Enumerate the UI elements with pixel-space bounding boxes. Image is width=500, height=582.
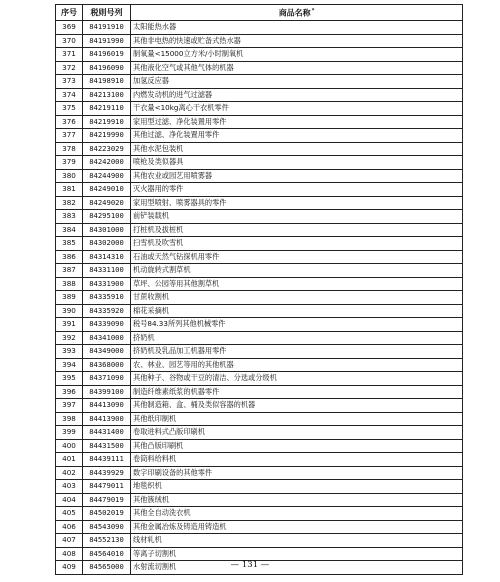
row-seq: 394 (56, 358, 83, 372)
row-code: 84219910 (83, 115, 131, 129)
row-code: 84371090 (83, 372, 131, 386)
table-row (56, 264, 463, 278)
table-row (56, 453, 463, 467)
table-row (56, 426, 463, 440)
row-name: 其他农业或园艺用喷雾器 (131, 169, 463, 183)
row-seq: 391 (56, 318, 83, 332)
row-code: 84335910 (83, 291, 131, 305)
row-name: 制氧量<15000立方米/小时制氧机 (131, 48, 463, 62)
row-name: 其他水泥包装机 (131, 142, 463, 156)
row-code: 84301000 (83, 223, 131, 237)
row-code: 84479019 (83, 493, 131, 507)
row-code: 84213100 (83, 88, 131, 102)
row-name: 石油或天然气钻探机用零件 (131, 250, 463, 264)
table-row (56, 507, 463, 521)
row-code: 84244900 (83, 169, 131, 183)
row-name: 其他过滤、净化装置用零件 (131, 129, 463, 143)
row-seq: 379 (56, 156, 83, 170)
row-code: 84564010 (83, 547, 131, 561)
row-code: 84565000 (83, 561, 131, 575)
row-code: 84413900 (83, 412, 131, 426)
row-name: 线材轧机 (131, 534, 463, 548)
row-name: 卷筒料给料机 (131, 453, 463, 467)
row-seq: 387 (56, 264, 83, 278)
row-name: 卷取进料式凸版印刷机 (131, 426, 463, 440)
row-seq: 372 (56, 61, 83, 75)
row-seq: 386 (56, 250, 83, 264)
row-code: 84479011 (83, 480, 131, 494)
row-code: 84314310 (83, 250, 131, 264)
row-seq: 393 (56, 345, 83, 359)
row-seq: 390 (56, 304, 83, 318)
table-row (56, 358, 463, 372)
row-seq: 405 (56, 507, 83, 521)
row-name: 等离子切割机 (131, 547, 463, 561)
row-seq: 399 (56, 426, 83, 440)
row-code: 84242000 (83, 156, 131, 170)
table-row (56, 129, 463, 143)
row-code: 84335920 (83, 304, 131, 318)
table-row (56, 88, 463, 102)
row-name: 其他纸印制机 (131, 412, 463, 426)
row-code: 84331100 (83, 264, 131, 278)
row-name: 制造纤维素纸浆的机器零件 (131, 385, 463, 399)
row-seq: 373 (56, 75, 83, 89)
row-name: 家用型喷射、喷雾器具的零件 (131, 196, 463, 210)
row-code: 84302000 (83, 237, 131, 251)
table-row (56, 372, 463, 386)
row-name: 前铲装载机 (131, 210, 463, 224)
row-code: 84349000 (83, 345, 131, 359)
row-name: 家用型过滤、净化装置用零件 (131, 115, 463, 129)
table-body (56, 21, 463, 575)
row-seq: 400 (56, 439, 83, 453)
row-code: 84191990 (83, 34, 131, 48)
row-seq: 383 (56, 210, 83, 224)
row-seq: 408 (56, 547, 83, 561)
row-seq: 370 (56, 34, 83, 48)
row-name: 甘蔗收割机 (131, 291, 463, 305)
table-row (56, 34, 463, 48)
row-name: 税号84.33所列其他机械零件 (131, 318, 463, 332)
header-row (56, 5, 463, 21)
table-row (56, 466, 463, 480)
row-code: 84196090 (83, 61, 131, 75)
row-seq: 382 (56, 196, 83, 210)
row-seq: 402 (56, 466, 83, 480)
row-seq: 377 (56, 129, 83, 143)
table-row (56, 21, 463, 35)
header-seq: 序号 (56, 5, 83, 21)
row-seq: 396 (56, 385, 83, 399)
row-code: 84249010 (83, 183, 131, 197)
row-name: 其他种子、谷物或干豆的清洁、分选或分级机 (131, 372, 463, 386)
table-row (56, 142, 463, 156)
table-row (56, 304, 463, 318)
row-name: 干衣量<10kg离心干衣机零件 (131, 102, 463, 116)
row-code: 84439929 (83, 466, 131, 480)
row-name: 地毯织机 (131, 480, 463, 494)
table-row (56, 318, 463, 332)
row-name: 其他制造箱、盒、桶及类似容器的机器 (131, 399, 463, 413)
tariff-table (55, 4, 463, 575)
row-name: 棉花采摘机 (131, 304, 463, 318)
table-row (56, 412, 463, 426)
row-seq: 403 (56, 480, 83, 494)
table-row (56, 277, 463, 291)
row-code: 84413090 (83, 399, 131, 413)
table-row (56, 210, 463, 224)
row-seq: 375 (56, 102, 83, 116)
table-row (56, 345, 463, 359)
table-row (56, 196, 463, 210)
table-row (56, 385, 463, 399)
row-seq: 381 (56, 183, 83, 197)
table-row (56, 75, 463, 89)
row-name: 其他非电热的快速或贮备式热水器 (131, 34, 463, 48)
row-name: 机动旋转式割草机 (131, 264, 463, 278)
row-code: 84439111 (83, 453, 131, 467)
table-row (56, 223, 463, 237)
row-seq: 404 (56, 493, 83, 507)
row-seq: 378 (56, 142, 83, 156)
row-name: 其他全自动洗衣机 (131, 507, 463, 521)
row-code: 84341000 (83, 331, 131, 345)
row-name: 其他金属冶炼及铸造用铸造机 (131, 520, 463, 534)
row-code: 84198910 (83, 75, 131, 89)
row-name: 其他簇绒机 (131, 493, 463, 507)
table-row (56, 520, 463, 534)
page-number: — 131 — (230, 560, 270, 570)
row-name: 喷枪及类似器具 (131, 156, 463, 170)
table-row (56, 183, 463, 197)
row-seq: 406 (56, 520, 83, 534)
row-name: 打桩机及拔桩机 (131, 223, 463, 237)
row-code: 84219110 (83, 102, 131, 116)
table-row (56, 48, 463, 62)
row-name: 灭火器用的零件 (131, 183, 463, 197)
table-header (56, 5, 463, 21)
row-seq: 388 (56, 277, 83, 291)
row-name: 其他液化空气或其他气体的机器 (131, 61, 463, 75)
row-name: 太阳能热水器 (131, 21, 463, 35)
row-name: 其他凸版印刷机 (131, 439, 463, 453)
header-code: 税则号列 (83, 5, 131, 21)
row-name: 水射流切割机 (131, 561, 463, 575)
table-row (56, 493, 463, 507)
table-row (56, 61, 463, 75)
row-seq: 376 (56, 115, 83, 129)
row-seq: 409 (56, 561, 83, 575)
row-seq: 369 (56, 21, 83, 35)
row-seq: 389 (56, 291, 83, 305)
table-row (56, 115, 463, 129)
row-seq: 392 (56, 331, 83, 345)
row-name: 数字印刷设备的其他零件 (131, 466, 463, 480)
table-row (56, 534, 463, 548)
table-row (56, 237, 463, 251)
row-code: 84552130 (83, 534, 131, 548)
row-code: 84249020 (83, 196, 131, 210)
row-seq: 385 (56, 237, 83, 251)
row-code: 84219990 (83, 129, 131, 143)
row-code: 84368000 (83, 358, 131, 372)
table-row (56, 399, 463, 413)
table-row (56, 102, 463, 116)
row-seq: 374 (56, 88, 83, 102)
row-name: 加氢反应器 (131, 75, 463, 89)
row-name: 草坪、公园等用其他割草机 (131, 277, 463, 291)
row-code: 84223029 (83, 142, 131, 156)
row-seq: 397 (56, 399, 83, 413)
row-code: 84399100 (83, 385, 131, 399)
table-row (56, 331, 463, 345)
table-row (56, 250, 463, 264)
table-row (56, 291, 463, 305)
row-name: 扫雪机及吹雪机 (131, 237, 463, 251)
footnote-mark: * (311, 8, 315, 15)
row-name: 挤奶机及乳品加工机器用零件 (131, 345, 463, 359)
row-seq: 407 (56, 534, 83, 548)
row-seq: 401 (56, 453, 83, 467)
row-seq: 398 (56, 412, 83, 426)
row-code: 84295100 (83, 210, 131, 224)
row-code: 84502019 (83, 507, 131, 521)
table-row (56, 547, 463, 561)
row-seq: 371 (56, 48, 83, 62)
row-seq: 395 (56, 372, 83, 386)
row-code: 84196019 (83, 48, 131, 62)
table-row (56, 169, 463, 183)
row-seq: 380 (56, 169, 83, 183)
row-code: 84339090 (83, 318, 131, 332)
row-code: 84543090 (83, 520, 131, 534)
row-seq: 384 (56, 223, 83, 237)
table-row (56, 156, 463, 170)
row-code: 84331900 (83, 277, 131, 291)
row-name: 内燃发动机的进气过滤器 (131, 88, 463, 102)
row-code: 84191910 (83, 21, 131, 35)
header-name: 商品名称 (278, 8, 311, 18)
table-row (56, 439, 463, 453)
header-name-cell (131, 5, 463, 21)
table-row (56, 480, 463, 494)
row-name: 农、林业、园艺等用的其他机器 (131, 358, 463, 372)
row-name: 挤奶机 (131, 331, 463, 345)
row-code: 84431500 (83, 439, 131, 453)
row-code: 84431400 (83, 426, 131, 440)
